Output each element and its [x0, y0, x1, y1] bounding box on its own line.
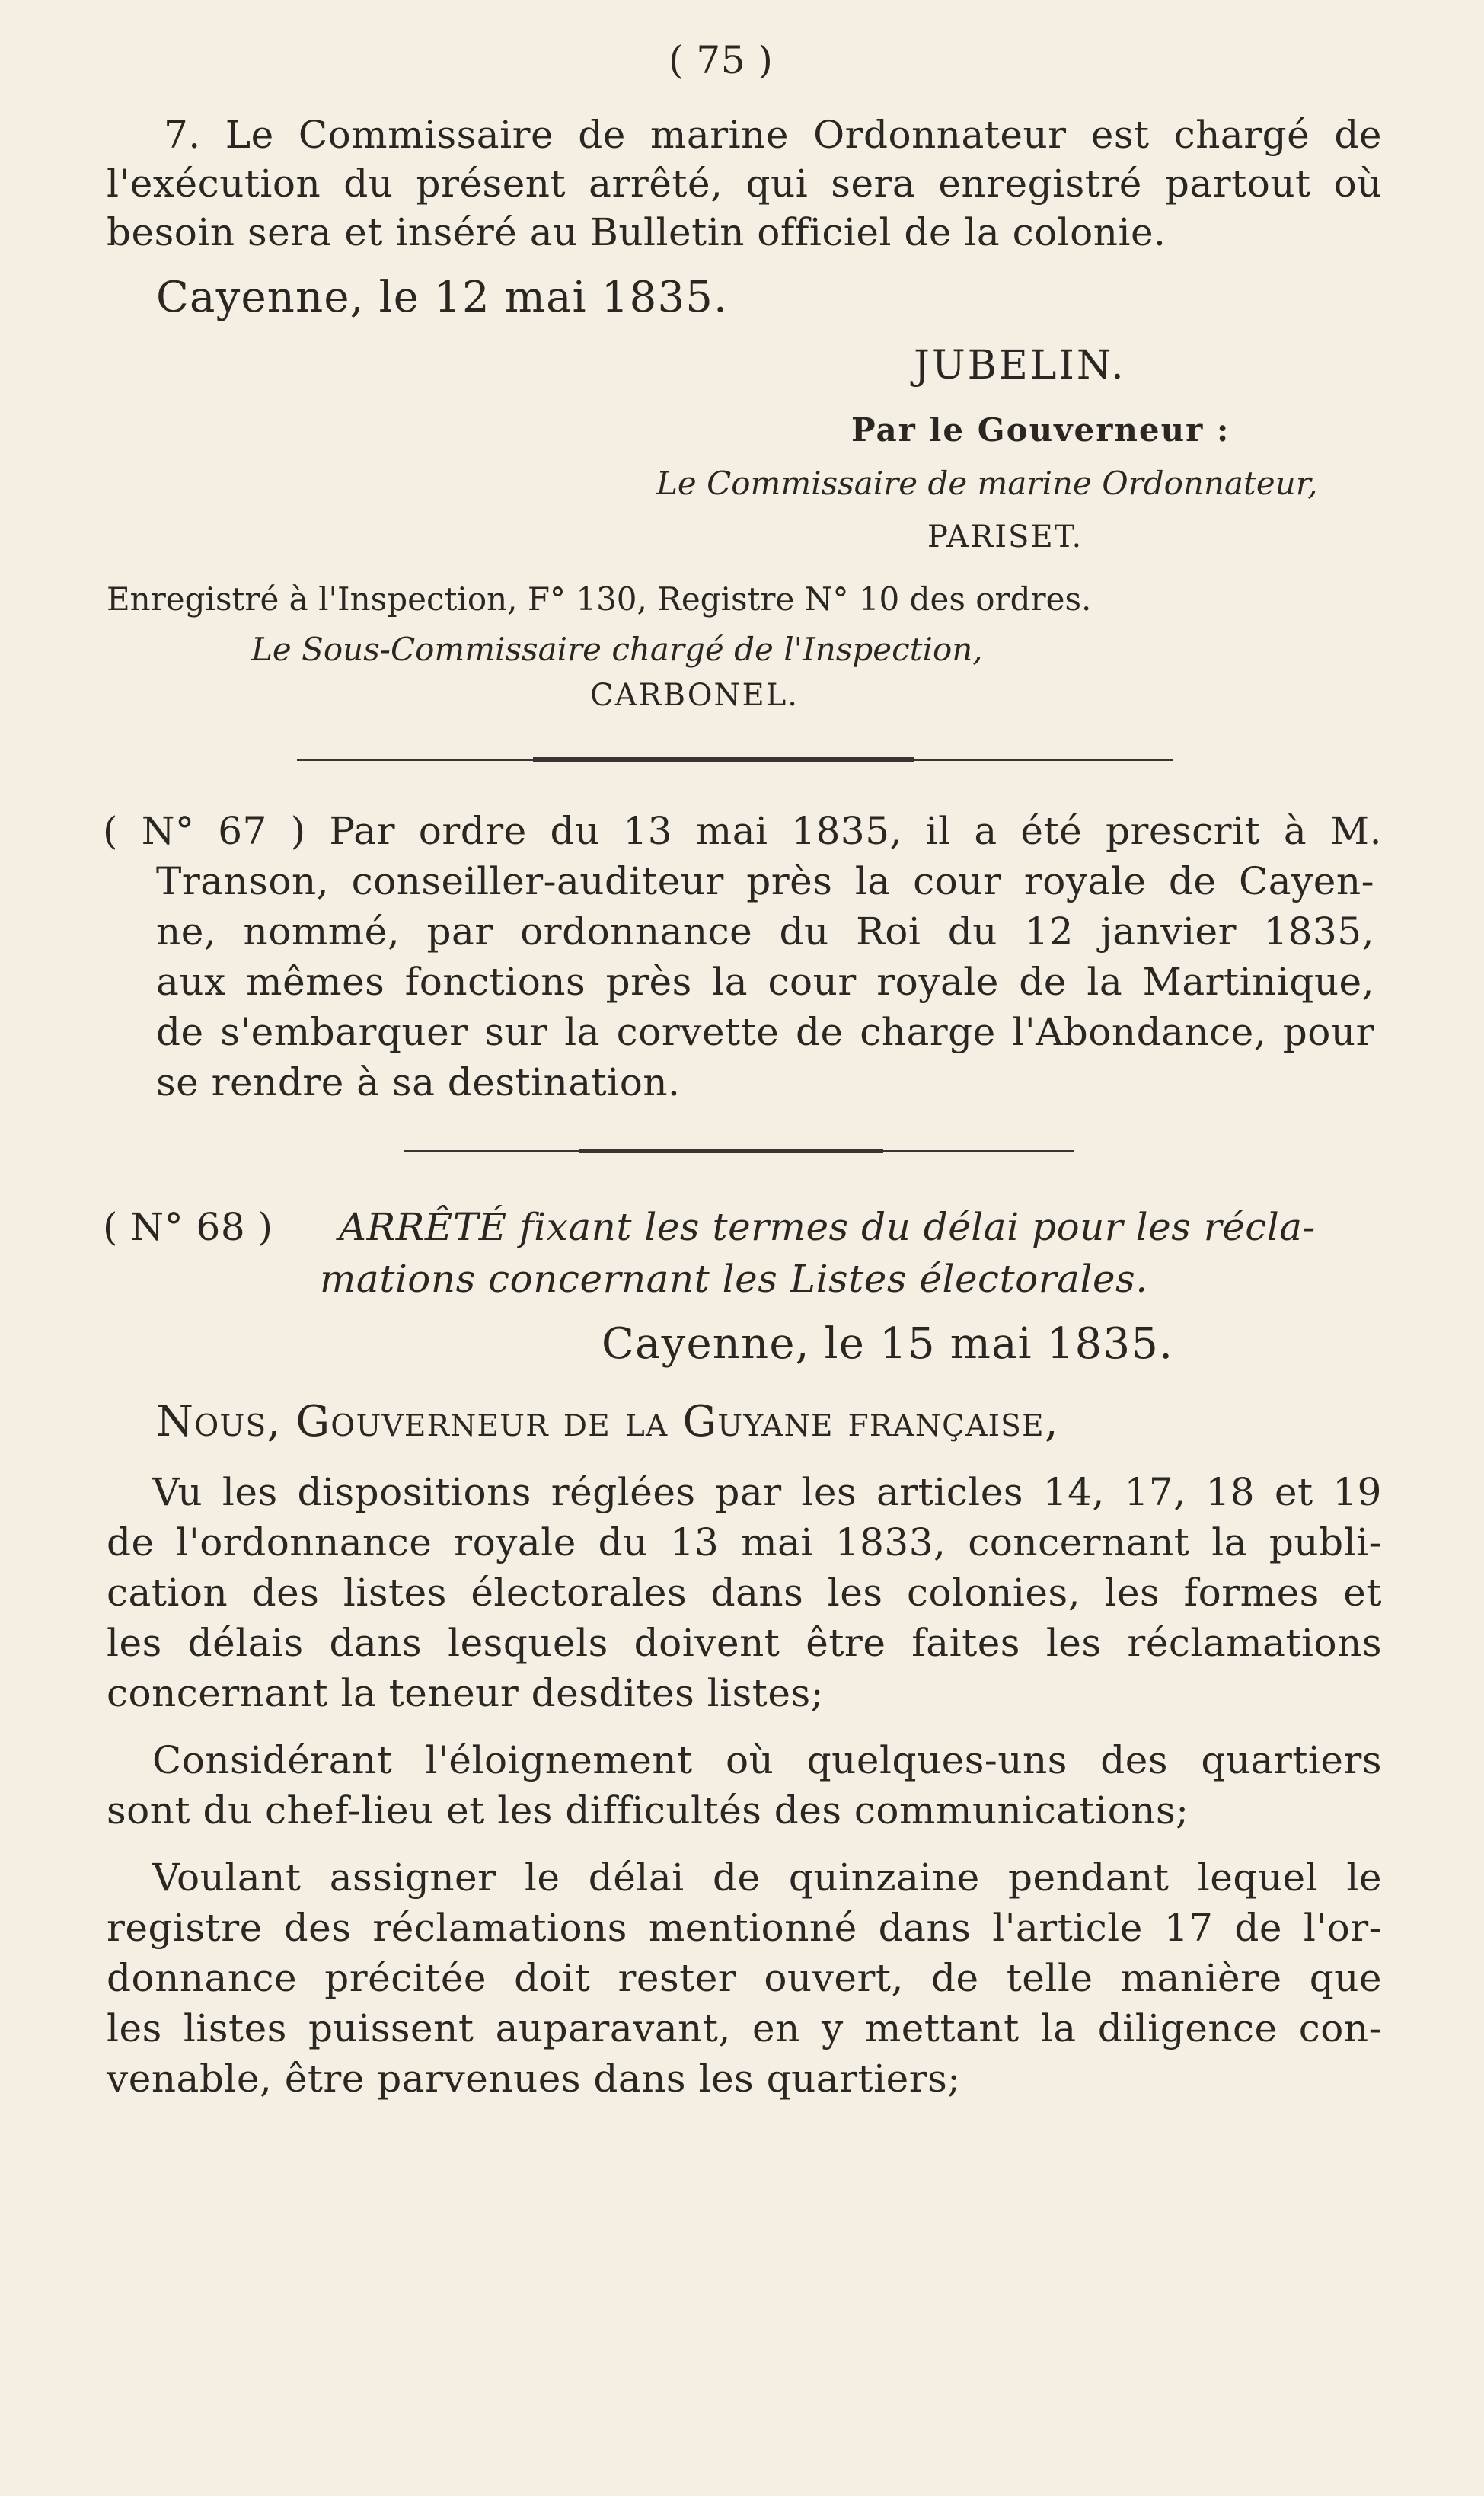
- no67-line-5: de s'embarquer sur la corvette de charge l'Abondance, pour: [156, 1010, 1374, 1054]
- commissaire-name: PARISET.: [927, 519, 1083, 554]
- sous-commissaire-title: Le Sous-Commissaire chargé de l'Inspection,: [251, 631, 983, 668]
- no67-line-6: se rendre à sa destination.: [156, 1060, 681, 1104]
- no68-p1-line-2: de l'ordonnance royale du 13 mai 1833, concernant la publi-: [107, 1520, 1382, 1564]
- no67-line-4: aux mêmes fonctions près la cour royale de la Martinique,: [156, 960, 1374, 1004]
- no68-heading-line-1: ARRÊTÉ fixant les termes du délai pour les récla-: [339, 1205, 1316, 1249]
- no68-p1-line-4: les délais dans lesquels doivent être faites les réclamations: [107, 1621, 1382, 1665]
- art7-line-2: l'exécution du présent arrêté, qui sera enregistré partout où: [107, 161, 1382, 206]
- no68-p3-line-5: venable, être parvenues dans les quartiers;: [107, 2057, 961, 2101]
- art7-line-1: 7. Le Commissaire de marine Ordonnateur est chargé de: [164, 113, 1382, 157]
- no68-heading-line-2: mations concernant les Listes électorales.: [320, 1257, 1148, 1301]
- commissaire-title: Le Commissaire de marine Ordonnateur,: [656, 465, 1318, 502]
- governor-signature: JUBELIN.: [914, 343, 1126, 388]
- no67-line-1: ( N° 67 ) Par ordre du 13 mai 1835, il a été prescrit à M.: [103, 809, 1382, 853]
- no68-p3-line-3: donnance précitée doit rester ouvert, de telle manière que: [107, 1956, 1382, 2000]
- no67-line-2: Transon, conseiller-auditeur près la cour royale de Cayen-: [156, 859, 1374, 903]
- art7-line-3: besoin sera et inséré au Bulletin officiel de la colonie.: [107, 210, 1166, 254]
- no68-p2-line-1: Considérant l'éloignement où quelques-uns des quartiers: [152, 1738, 1382, 1782]
- by-governor: Par le Gouverneur :: [851, 411, 1230, 449]
- art7-date: Cayenne, le 12 mai 1835.: [156, 273, 729, 322]
- no68-p3-line-2: registre des réclamations mentionné dans l'article 17 de l'or-: [107, 1906, 1382, 1950]
- page-number: ( 75 ): [669, 38, 774, 82]
- no68-p2-line-2: sont du chef-lieu et les difficultés des communications;: [107, 1788, 1189, 1833]
- separator-rule-1-accent: [533, 757, 914, 762]
- registration-line: Enregistré à l'Inspection, F° 130, Registre N° 10 des ordres.: [107, 580, 1092, 618]
- no68-p1-line-3: cation des listes électorales dans les colonies, les formes et: [107, 1571, 1382, 1615]
- separator-rule-2-accent: [579, 1149, 883, 1153]
- no68-p3-line-4: les listes puissent auparavant, en y mettant la diligence con-: [107, 2006, 1382, 2050]
- no68-p1-line-1: Vu les dispositions réglées par les articles 14, 17, 18 et 19: [152, 1470, 1382, 1514]
- sous-commissaire-name: CARBONEL.: [590, 678, 799, 713]
- no68-nous: Nous, Gouverneur de la Guyane française,: [156, 1397, 1059, 1446]
- no68-number: ( N° 68 ): [103, 1205, 273, 1249]
- no67-line-3: ne, nommé, par ordonnance du Roi du 12 janvier 1835,: [156, 909, 1374, 954]
- no68-date: Cayenne, le 15 mai 1835.: [602, 1319, 1174, 1369]
- no68-p1-line-5: concernant la teneur desdites listes;: [107, 1671, 824, 1715]
- no68-p3-line-1: Voulant assigner le délai de quinzaine pendant lequel le: [152, 1855, 1382, 1900]
